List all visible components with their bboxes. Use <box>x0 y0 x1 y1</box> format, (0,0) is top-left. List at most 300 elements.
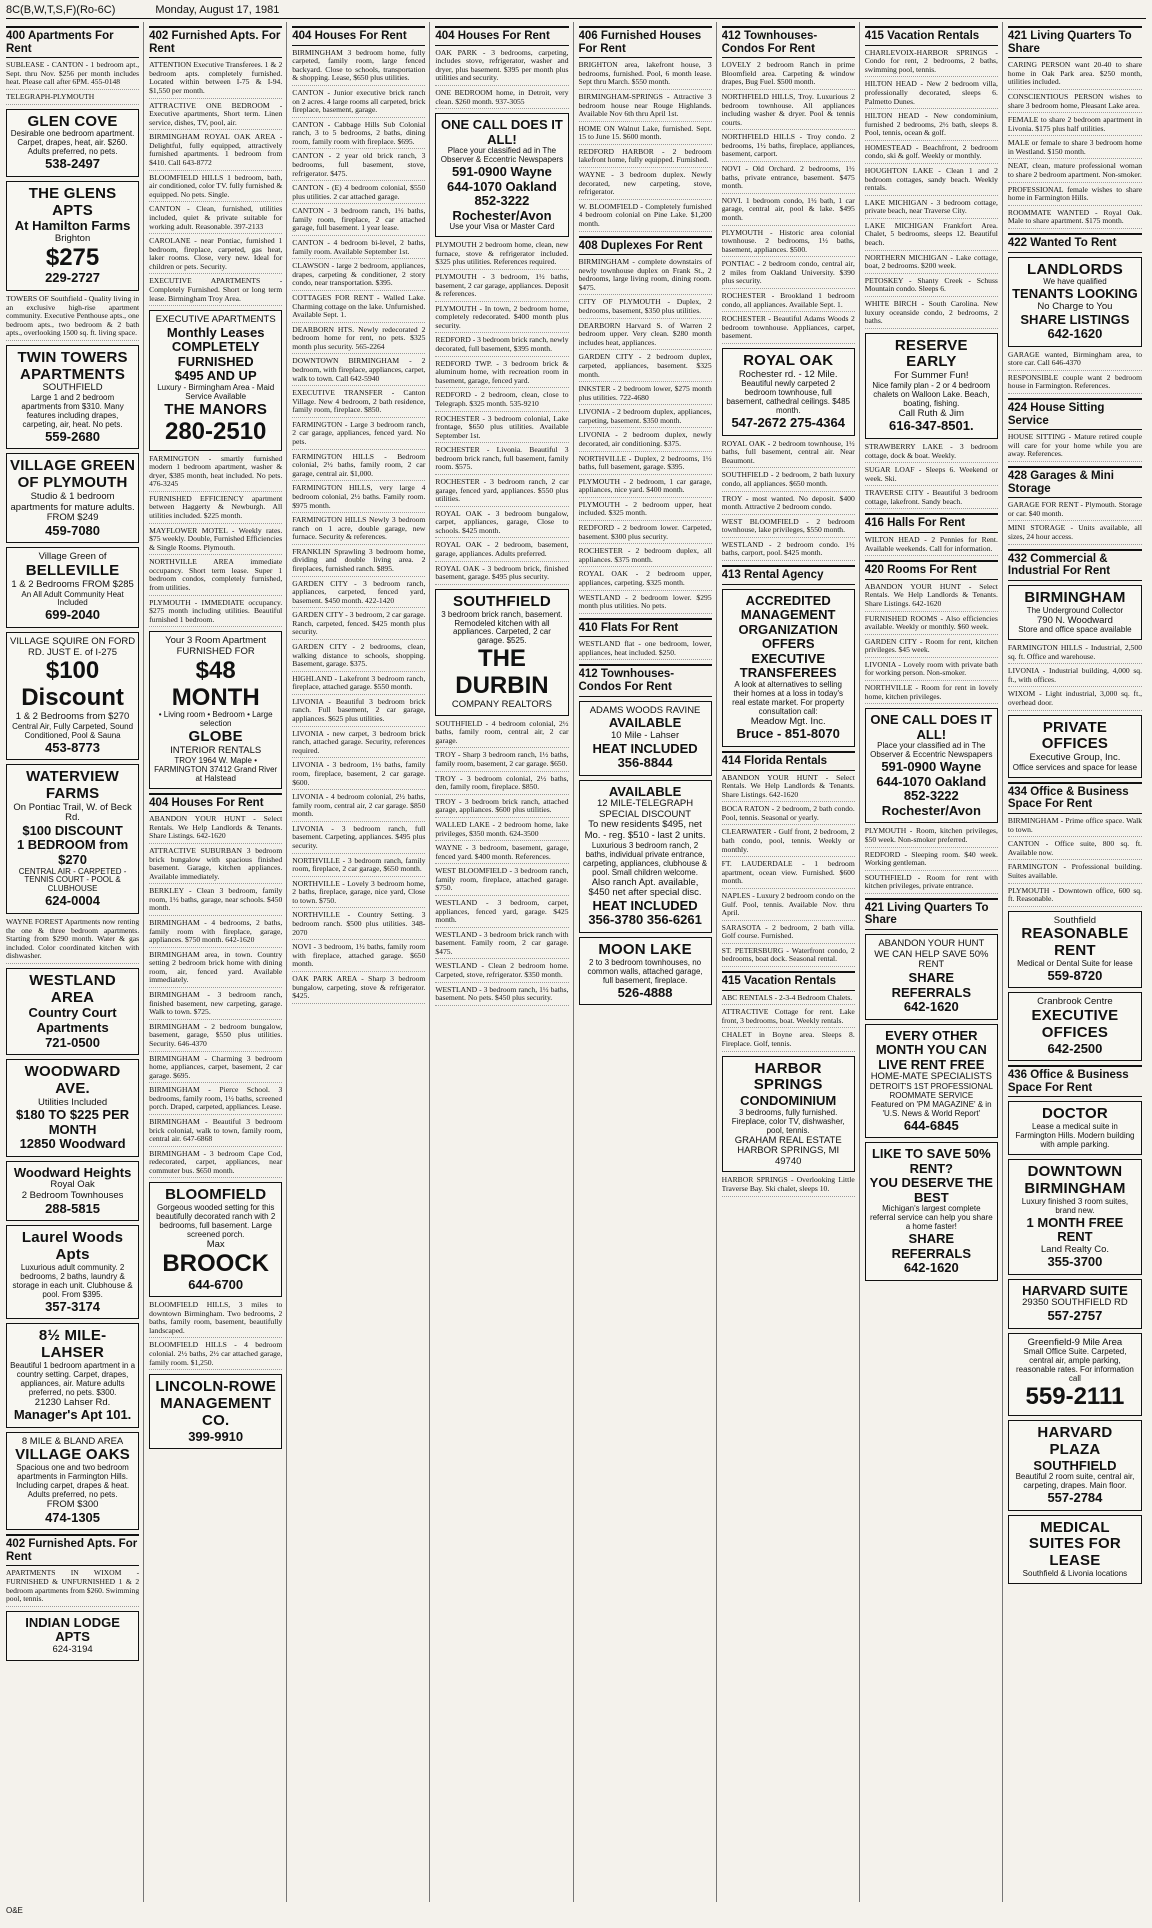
classified-ad: ROYAL OAK - 2 bedroom, basement, garage, appliances. Adults preferred. <box>435 541 568 561</box>
classified-ad: ROOMMATE WANTED - Royal Oak. Male to share apartment. $175 month. <box>1008 209 1142 229</box>
ad-column-2 <box>149 22 287 1902</box>
classified-ad: PLYMOUTH - 2 bedroom, 1 car garage, appliances, nice yard. $400 month. <box>579 478 712 498</box>
classified-ad: RESPONSIBLE couple want 2 bedroom house in Farmington. References. <box>1008 374 1142 394</box>
classified-ad: WAYNE FOREST Apartments now renting the one & three bedroom apartments. Starting from $290 month. Water & gas included. Color coordinated kitchen with dishwasher. <box>6 918 139 964</box>
display-ad-line: Gorgeous wooded setting for this beautifully decorated ranch with 2 bedrooms, full basement. Large screened porch. <box>156 1203 276 1240</box>
section-heading: 412 Townhouses-Condos For Rent <box>722 26 855 58</box>
display-ad <box>1008 911 1142 989</box>
display-ad-line: 355-3700 <box>1047 1254 1103 1270</box>
display-ad-line: 474-1305 <box>45 1509 101 1525</box>
display-ad-line: 356-8844 <box>617 755 673 771</box>
classified-ad: CANTON - Cabbage Hills Sub Colonial ranch, 3 to 5 bedrooms, 2 baths, dining room, family room with fireplace. $695. <box>292 121 425 150</box>
classified-ad: NORTHVILLE - Lovely 3 bedroom home, 2 baths, fireplace, garage, nice yard, Close to town. $750. <box>292 880 425 909</box>
section-heading: 412 Townhouses-Condos For Rent <box>579 664 712 696</box>
display-ad-line: 288-5815 <box>45 1200 101 1216</box>
display-ad <box>865 708 998 823</box>
page-footer: O&E <box>6 1906 23 1915</box>
display-ad-line: SOUTHFIELD <box>1033 1457 1117 1473</box>
display-ad <box>1008 1420 1142 1511</box>
display-ad-line: 642-2500 <box>1047 1040 1103 1056</box>
classified-ad: ROCHESTER - Livonia. Beautiful 3 bedroom brick ranch, full basement, family room. $575. <box>435 446 568 475</box>
display-ad-line: The Underground Collector <box>1026 605 1124 615</box>
display-ad <box>6 632 139 760</box>
display-ad-line: 547-2672 275-4364 <box>731 415 845 431</box>
display-ad-line: Featured on 'PM MAGAZINE' & in 'U.S. News & World Report' <box>871 1099 992 1118</box>
classified-ad: W. BLOOMFIELD - Completely furnished 4 bedroom colonial on Pine Lake. $1,200 month. <box>579 203 712 232</box>
classified-ad: GARDEN CITY - 3 bedroom, 2 car garage. Ranch, carpeted, fenced. $425 month plus security. <box>292 611 425 640</box>
display-ad <box>1008 257 1142 347</box>
classified-ad: MINI STORAGE - Units available, all sizes, 24 hour access. <box>1008 524 1142 544</box>
display-ad <box>435 589 568 716</box>
display-ad-line: 624-0004 <box>45 893 101 909</box>
classified-ad: GARDEN CITY - 3 bedroom ranch, appliances, carpeted, fenced yard, basement. $450 month. 422-1420 <box>292 580 425 609</box>
display-ad-line: COMPANY REALTORS <box>451 699 552 711</box>
classified-ad: LIVONIA - 3 bedroom ranch, full basement. Carpeting, appliances. $495 plus security. <box>292 825 425 854</box>
display-ad-line: GRAHAM REAL ESTATE HARBOR SPRINGS, MI 49740 <box>734 1134 842 1167</box>
display-ad-line: EXECUTIVE OFFICES <box>1031 1007 1119 1041</box>
display-ad-line: WOODWARD AVE. <box>24 1063 121 1097</box>
display-ad-line: 453-8773 <box>45 739 101 755</box>
classified-ad: CLEARWATER - Gulf front, 2 bedroom, 2 bath condo, pool, tennis. Weekly or monthly. <box>722 828 855 857</box>
classified-ad: SOUTHFIELD - 4 bedroom colonial, 2½ baths, family room, central air, 2 car garage. <box>435 720 568 749</box>
classified-ad: FARMINGTON - smartly furnished modern 1 bedroom apartment, washer & dryer, $385 month, heat included. No pets. 476-3245 <box>149 455 282 492</box>
classified-ad: BIRMINGHAM - Pierce School. 3 bedrooms, family room, 1½ baths, screened porch. Draped, carpeted, appliances. Lease. <box>149 1086 282 1115</box>
classified-ad: GARDEN CITY - 2 bedroom duplex, carpeted, appliances, basement. $325 month. <box>579 353 712 382</box>
ad-column-4 <box>435 22 573 1902</box>
display-ad-line: 526-4888 <box>617 984 673 1000</box>
classified-ad: TOWERS OF Southfield - Quality living in an exclusive high-rise apartment community. Executive Penthouse apts., one bedroom apts., two bedroom & 2 bath apts., overlooking 1500 sq. ft. living space. <box>6 295 139 341</box>
display-ad-line: 3 bedrooms, fully furnished. Fireplace, color TV, dishwasher, pool, tennis. <box>731 1107 845 1135</box>
classified-ad: ATTENTION Executive Transferees. 1 & 2 bedroom apts. completely furnished. Located within between I-75 & I-94. $1,550 per month. <box>149 61 282 98</box>
display-ad-line: Country Court Apartments <box>28 1005 117 1035</box>
display-ad-line: ABANDON YOUR HUNT <box>878 938 985 950</box>
classified-ad: HOUSE SITTING - Mature retired couple will care for your home while you are away. References. <box>1008 433 1142 462</box>
classified-ad: NEAT, clean, mature professional woman to share 2 bedroom apartment. Non-smoker. <box>1008 162 1142 182</box>
classified-ad: SOUTHFIELD - 2 bedroom, 2 bath luxury condo, all appliances. $650 month. <box>722 471 855 491</box>
display-ad <box>579 780 712 933</box>
classified-ad: LIVONIA - 2 bedroom duplex, newly decorated, air conditioning. $375. <box>579 431 712 451</box>
display-ad <box>1008 992 1142 1061</box>
section-heading: 404 Houses For Rent <box>435 26 568 46</box>
classified-ad: HOMESTEAD - Beachfront, 2 bedroom condo, ski & golf. Weekly or monthly. <box>865 144 998 164</box>
display-ad-line: Place your classified ad in The Observer & Eccentric Newspapers <box>870 741 993 760</box>
classified-ad: ATTRACTIVE SUBURBAN 3 bedroom brick bungalow with spacious finished basement. Garage, kitchen appliances. Available immediately. <box>149 847 282 884</box>
display-ad-line: VILLAGE GREEN OF PLYMOUTH <box>10 457 136 492</box>
classified-ad: PLYMOUTH - Room, kitchen privileges, $50 week. Non-smoker preferred. <box>865 827 998 847</box>
display-ad-line: Luxury finished 3 room suites, brand new. <box>1021 1196 1129 1215</box>
classified-ad: CANTON - (E) 4 bedroom colonial, $550 plus utilities. 2 car attached garage. <box>292 184 425 204</box>
display-ad-line: THE GLENS APTS <box>28 184 117 219</box>
section-heading: 434 Office & Business Space For Rent <box>1008 782 1142 814</box>
display-ad-line: $180 TO $225 PER MONTH <box>15 1107 130 1137</box>
classified-ad: LIVONIA - Lovely room with private bath for working person. Non-smoker. <box>865 661 998 681</box>
display-ad <box>1008 715 1142 778</box>
display-ad-line: HARVARD SUITE <box>1022 1282 1128 1298</box>
classified-ad: GARAGE FOR RENT - Plymouth. Storage or car. $40 month. <box>1008 501 1142 521</box>
display-ad-line: Large 1 and 2 bedroom apartments from $310. Many features including drapes, carpeting, air, heat. No pets. <box>21 393 124 429</box>
display-ad-line: Executive Group, Inc. <box>1029 752 1121 764</box>
display-ad-line: To new residents $495, net Mo. - reg. $510 - last 2 units. <box>584 819 706 842</box>
classified-ad: GARDEN CITY - 2 bedrooms, clean, walking distance to schools, shopping. Basement, garage. $375. <box>292 643 425 672</box>
display-ad <box>6 345 139 450</box>
classified-ad: OAK PARK - 3 bedrooms, carpeting, includes stove, refrigerator, washer and dryer, plus basement. $395 per month plus utilities and security. <box>435 49 568 86</box>
display-ad-line: Luxury - Birmingham Area - Maid Service Available <box>157 382 275 401</box>
classified-ad: PLYMOUTH - IMMEDIATE occupancy. $275 month including utilities. Beautiful furnished 1 bedroom. <box>149 599 282 628</box>
classified-ad: WESTLAND - 2 bedroom condo. 1½ baths, carport, pool. $425 month. <box>722 541 855 561</box>
classified-ad: REDFORD - 3 bedroom brick ranch, newly decorated, full basement, $395 month. <box>435 336 568 356</box>
display-ad-line: SHARE REFERRALS <box>891 1231 972 1261</box>
classified-ad: WESTLAND - 3 bedroom ranch, 1½ baths, basement. No pets. $450 plus security. <box>435 986 568 1006</box>
classified-ad: HOME ON Walnut Lake, furnished. Sept. 15 to June 15. $600 month. <box>579 125 712 145</box>
display-ad <box>722 589 855 747</box>
classified-ad: ATTRACTIVE ONE BEDROOM - Executive apartments, Short term. Linen service, dishes, TV, pool, air. <box>149 102 282 131</box>
section-code: 8C(B,W,T,S,F)(Ro-6C) <box>6 4 116 16</box>
classified-ad: REDFORD TWP. - 3 bedroom brick & aluminum home, with recreation room in basement, garage, fenced yard. <box>435 360 568 389</box>
classified-ad: DEARBORN HTS. Newly redecorated 2 bedroom home for rent, no pets. $325 month plus security. 565-2264 <box>292 326 425 355</box>
display-ad <box>149 631 282 788</box>
classified-ad: DOWNTOWN BIRMINGHAM - 2 bedroom, with fireplace, appliances, carpet, walk to town. Call 642-5940 <box>292 357 425 386</box>
display-ad-line: Rochester rd. - 12 Mile. <box>738 368 838 380</box>
classified-ad: FURNISHED EFFICIENCY apartment between Haggerty & Newburgh. All utilities included. $225 month. <box>149 495 282 524</box>
classified-ad: TROY - 3 bedroom colonial, 2½ baths, den, family room, fireplace. $850. <box>435 775 568 795</box>
display-ad-line: 616-347-8501. <box>889 418 974 434</box>
classified-ad: CITY OF PLYMOUTH - Duplex, 2 bedrooms, basement, $350 plus utilities. <box>579 298 712 318</box>
display-ad-line: AVAILABLE <box>608 715 682 731</box>
classified-ad: PETOSKEY - Shanty Creek - Schuss Mountain condo. Sleeps 6. <box>865 277 998 297</box>
display-ad-line: FROM $300 <box>46 1499 99 1511</box>
display-ad-line: 644-6700 <box>188 1276 244 1292</box>
classified-ad: ROYAL OAK - 3 bedroom bungalow, carpet, appliances, garage, Close to schools. $425 month. <box>435 510 568 539</box>
display-ad-line: 644-1070 Oakland <box>447 178 557 194</box>
display-ad <box>6 1323 139 1428</box>
display-ad-line: TWIN TOWERS APARTMENTS <box>17 348 128 383</box>
classified-ad: ABC RENTALS - 2-3-4 Bedroom Chalets. <box>722 994 855 1006</box>
display-ad-line: Utilities Included <box>37 1096 108 1108</box>
section-heading: 414 Florida Rentals <box>722 751 855 771</box>
display-ad-line: Store and office space available <box>1018 625 1132 635</box>
display-ad-line: Lease a medical suite in Farmington Hills. Modern building with ample parking. <box>1015 1122 1135 1150</box>
display-ad <box>1008 1333 1142 1416</box>
display-ad <box>865 1142 998 1281</box>
display-ad <box>6 1161 139 1221</box>
classified-ad: ROCHESTER - 3 bedroom colonial, Lake frontage, $650 plus utilities. Available September 1st. <box>435 415 568 444</box>
display-ad <box>6 1432 139 1530</box>
display-ad-line: INTERIOR RENTALS <box>170 745 262 757</box>
classified-ad: EXECUTIVE APARTMENTS - Completely Furnished. Short or long term lease. Birmingham Troy Area. <box>149 277 282 306</box>
display-ad-line: Michigan's largest complete referral service can help you share a home faster! <box>869 1204 993 1232</box>
display-ad-line: BLOOMFIELD <box>165 1186 267 1204</box>
classified-ad: PLYMOUTH - In town, 2 bedroom home, completely redecorated. $400 month plus security. <box>435 305 568 334</box>
classified-ad: FEMALE to share 2 bedroom apartment in Livonia. $175 plus half utilities. <box>1008 116 1142 136</box>
classified-ad: HARBOR SPRINGS - Overlooking Little Traverse Bay. Ski chalet, sleeps 10. <box>722 1176 855 1196</box>
display-ad-line: 559-2111 <box>1025 1383 1125 1411</box>
classified-ad: WALLED LAKE - 2 bedroom home, lake privileges, $350 month. 624-3500 <box>435 821 568 841</box>
display-ad <box>6 453 139 543</box>
display-ad-line: 557-2784 <box>1047 1489 1103 1505</box>
display-ad-line: A look at alternatives to selling their homes at a loss in today's real estate market. For property consultation call: <box>732 679 845 716</box>
display-ad-line: Desirable one bedroom apartment. Carpet, drapes, heat, air. $260. Adults preferred, no pets. <box>10 129 135 157</box>
classified-ad: PLYMOUTH - 2 bedroom upper, heat included. $325 month. <box>579 501 712 521</box>
classified-ad: BERKLEY - Clean 3 bedroom, family room, 1½ baths, garage, near schools. $450 month. <box>149 887 282 916</box>
classified-ad: WILTON HEAD - 2 Pennies for Rent. Available weekends. Call for information. <box>865 536 998 556</box>
display-ad-line: THE MANORS <box>164 400 268 418</box>
classified-ad: NOVI. 1 bedroom condo, 1½ bath, 1 car garage, central air, pool & lake. $495 month. <box>722 197 855 226</box>
display-ad-line: At Hamilton Farms <box>14 218 131 234</box>
classified-ad: WESTLAND - 2 bedroom lower. $295 month plus utilities. No pets. <box>579 594 712 614</box>
display-ad-line: THE <box>477 645 526 673</box>
display-ad-line: EVERY OTHER MONTH YOU CAN LIVE RENT FREE <box>875 1027 987 1072</box>
classified-ad: APARTMENTS IN WIXOM - FURNISHED & UNFURNISHED 1 & 2 bedroom apartments from $260. Swimming pool, tennis. <box>6 1569 139 1606</box>
display-ad-line: ADAMS WOODS RAVINE <box>589 704 701 716</box>
classified-ad: WESTLAND - Clean 2 bedroom home. Carpeted, stove, refrigerator. $350 month. <box>435 962 568 982</box>
classified-ad: BIRMINGHAM 3 bedroom home, fully carpeted, family room, large fenced backyard. Close to schools, transportation & shopping. Lease, $650 plus utilities. <box>292 49 425 86</box>
classified-ad: TRAVERSE CITY - Beautiful 3 bedroom cottage, lakefront. Sandy beach. <box>865 489 998 509</box>
display-ad-line: We have qualified <box>1043 277 1107 287</box>
display-ad-line: Laurel Woods Apts <box>21 1229 124 1264</box>
display-ad-line: Office services and space for lease <box>1012 762 1138 772</box>
classified-ad: ABANDON YOUR HUNT - Select Rentals. We Help Landlords & Tenants. Share Listings. 642-1620 <box>722 774 855 803</box>
classified-ad: COTTAGES FOR RENT - Walled Lake. Charming cottage on the lake. Unfurnished. Available Sept. 1. <box>292 294 425 323</box>
display-ad-line: CENTRAL AIR - CARPETED - TENNIS COURT - POOL & CLUBHOUSE <box>18 866 127 894</box>
section-heading: 428 Garages & Mini Storage <box>1008 466 1142 498</box>
display-ad-line: Southfield <box>1053 914 1097 926</box>
classified-ad: FARMINGTON HILLS - Bedroom colonial, 2½ baths, family room, 2 car garage, central air. $1,000. <box>292 453 425 482</box>
section-heading: 402 Furnished Apts. For Rent <box>149 26 282 58</box>
display-ad-line: 642-1620 <box>903 1260 959 1276</box>
display-ad-line: Medical or Dental Suite for lease <box>1017 958 1133 968</box>
classified-ad: ABANDON YOUR HUNT - Select Rentals. We Help Landlords & Tenants. Share Listings. 642-1620 <box>149 815 282 844</box>
display-ad <box>865 1024 998 1139</box>
classified-ad: WAYNE - 3 bedroom duplex. Newly decorated, new carpeting, stove, refrigerator. <box>579 171 712 200</box>
display-ad-line: SOUTHFIELD <box>453 592 551 610</box>
classified-ad: LIVONIA - 3 bedroom, 1½ baths, family room, fireplace, basement, 2 car garage. $600. <box>292 761 425 790</box>
display-ad-line: 8½ MILE-LAHSER <box>38 1327 107 1362</box>
classified-ad: HILTON HEAD - New 2 bedroom villa, professionally decorated, sleeps 6. Palmetto Dunes. <box>865 80 998 109</box>
classified-ad: WAYNE - 3 bedroom, basement, garage, fenced yard. $400 month. References. <box>435 844 568 864</box>
display-ad-line: HARVARD PLAZA <box>1037 1423 1113 1458</box>
display-ad-line: Your 3 Room Apartment FURNISHED FOR <box>165 635 267 657</box>
classified-ad: NORTHERN MICHIGAN - Lake cottage, boat, 2 bedrooms. $200 week. <box>865 254 998 274</box>
classified-ad: NORTHVILLE - Country Setting. 3 bedroom ranch. $500 plus utilities. 348-2070 <box>292 911 425 940</box>
display-ad-line: HEAT INCLUDED <box>592 740 698 756</box>
display-ad-line: TROY 1964 W. Maple • FARMINGTON 37412 Grand River at Halstead <box>154 755 278 783</box>
display-ad-line: Nice family plan - 2 or 4 bedroom chalets on Walloon Lake. Beach, boating, fishing. <box>872 380 991 408</box>
classified-ad: NORTHFIELD HILLS - Troy condo. 2 bedrooms, 1½ baths, fireplace, appliances, basement, carport. <box>722 133 855 162</box>
display-ad-line: 591-0900 Wayne <box>451 164 552 180</box>
classified-ad: BIRMINGHAM-SPRINGS - Attractive 3 bedroom house near Rouge Highlands. Available Nov 6th thru April 1st. <box>579 93 712 122</box>
display-ad-line: DOWNTOWN BIRMINGHAM <box>1024 1163 1126 1197</box>
display-ad-line: • Living room • Bedroom • Large selection <box>158 710 273 729</box>
classified-ad: WEST BLOOMFIELD - 3 bedroom ranch, family room, fireplace, attached garage. $750. <box>435 867 568 896</box>
display-ad-line: Luxurious adult community. 2 bedrooms, 2 baths, laundry & storage in each unit. Clubhouse & pool. From $395. <box>12 1262 133 1299</box>
classified-ad: LIVONIA - 4 bedroom colonial, 2½ baths, family room, central air, 2 car garage. $850 month. <box>292 793 425 822</box>
section-heading: 436 Office & Business Space For Rent <box>1008 1065 1142 1097</box>
display-ad-line: ACCREDITED MANAGEMENT ORGANIZATION OFFERS EXECUTIVE TRANSFEREES <box>738 592 838 681</box>
classified-ad: BIRMINGHAM - Prime office space. Walk to town. <box>1008 817 1142 837</box>
display-ad-line: WE CAN HELP SAVE 50% RENT <box>874 948 989 971</box>
display-ad-line: 644-6845 <box>903 1117 959 1133</box>
display-ad-line: BIRMINGHAM <box>1024 588 1126 606</box>
display-ad <box>6 547 139 628</box>
classified-ad: BLOOMFIELD HILLS, 3 miles to downtown Birmingham. Two bedrooms, 2 baths, family room, basement, beautifully landscaped. <box>149 1301 282 1338</box>
classified-ad: OAK PARK AREA - Sharp 3 bedroom bungalow, carpeting, stove & refrigerator. $425. <box>292 975 425 1004</box>
section-heading: 421 Living Quarters To Share <box>1008 26 1142 58</box>
classified-ad: NAPLES - Luxury 2 bedroom condo on the Gulf. Pool, tennis. Available Nov. thru April. <box>722 892 855 921</box>
classified-ad: BIRMINGHAM - complete downstairs of newly townhouse duplex on Frank St., 2 bedrooms, large living room, dining room. $475. <box>579 258 712 295</box>
classified-ad: TROY - Sharp 3 bedroom ranch, 1½ baths, family room, basement, 2 car garage. $650. <box>435 751 568 771</box>
display-ad <box>6 181 139 291</box>
display-ad-line: 357-3174 <box>45 1298 101 1314</box>
issue-date: Monday, August 17, 1981 <box>155 4 280 16</box>
display-ad-line: DETROIT'S 1ST PROFESSIONAL ROOMMATE SERVICE <box>869 1081 993 1100</box>
display-ad <box>6 1059 139 1157</box>
classified-ad: SUGAR LOAF - Sleeps 6. Weekend or week. Ski. <box>865 466 998 486</box>
classified-ad: HOUGHTON LAKE - Clean 1 and 2 bedroom cottages, sandy beach. Weekly rentals. <box>865 167 998 196</box>
classified-ad: NORTHVILLE - Room for rent in lovely home, kitchen privileges. <box>865 684 998 704</box>
display-ad-line: 280-2510 <box>164 417 267 445</box>
classified-ad: CHALET in Boyne area. Sleeps 8. Fireplace. Golf, tennis. <box>722 1031 855 1051</box>
classified-ad: SUBLEASE - CANTON - 1 bedroom apt., Sept. thru Nov. $256 per month includes heat. Please call after 6PM. 455-0148 <box>6 61 139 90</box>
display-ad-line: DOCTOR <box>1041 1105 1108 1123</box>
classified-ad: ROCHESTER - 2 bedroom duplex, all appliances. $375 month. <box>579 547 712 567</box>
classified-ad: PROFESSIONAL female wishes to share home in Farmington Hills. <box>1008 186 1142 206</box>
classified-ad: FURNISHED ROOMS - Also efficiencies available. Weekly or monthly. $60 week. <box>865 615 998 635</box>
display-ad-line: 721-0500 <box>45 1034 101 1050</box>
display-ad-line: Bruce - 851-8070 <box>736 726 840 742</box>
display-ad-line: 642-1620 <box>903 999 959 1015</box>
classified-ad: CANTON - 3 bedroom ranch, 1½ baths, family room, fireplace, 2 car attached garage, full basement. 1 year lease. <box>292 207 425 236</box>
classified-ad: BOCA RATON - 2 bedroom, 2 bath condo. Pool, tennis. Seasonal or yearly. <box>722 805 855 825</box>
display-ad-line: CONDOMINIUM <box>740 1093 837 1109</box>
display-ad-line: Max <box>206 1239 225 1251</box>
section-heading: 402 Furnished Apts. For Rent <box>6 1534 139 1566</box>
classified-ad: MAYFLOWER MOTEL - Weekly rates. $75 weekly. Double, Furnished Efficiencies & Single Rooms. Plymouth. <box>149 527 282 556</box>
classified-ad: BIRMINGHAM - 2 bedroom bungalow, basement, garage, $550 plus utilities. Security. 646-4370 <box>149 1023 282 1052</box>
display-ad <box>6 109 139 177</box>
classified-ad: BLOOMFIELD HILLS - 4 bedroom colonial. 2½ baths, 2½ car attached garage, family room. $1,250. <box>149 1341 282 1370</box>
display-ad-line: 538-2497 <box>45 156 101 172</box>
display-ad-line: SHARE LISTINGS <box>1020 311 1130 327</box>
display-ad <box>6 968 139 1055</box>
section-heading: 424 House Sitting Service <box>1008 398 1142 430</box>
classified-ad: WEST BLOOMFIELD - 2 bedroom townhouse, lake privileges, $550 month. <box>722 518 855 538</box>
classified-ad: GARDEN CITY - Room for rent, kitchen privileges. $45 week. <box>865 638 998 658</box>
ad-column-8 <box>1008 22 1146 1902</box>
display-ad-line: EXECUTIVE APARTMENTS <box>155 314 276 326</box>
display-ad-line: SOUTHFIELD <box>42 382 103 394</box>
classified-ad: BIRMINGHAM - Beautiful 3 bedroom brick colonial, walk to town, family room, central air. 647-6868 <box>149 1118 282 1147</box>
display-ad-line: 12 MILE-TELEGRAPH SPECIAL DISCOUNT <box>597 798 694 820</box>
classified-ad: BIRMINGHAM - Charming 3 bedroom home, appliances, carpet, basement, 2 car garage. $695. <box>149 1055 282 1084</box>
display-ad-line: 852-3222 Rochester/Avon <box>881 788 981 818</box>
display-ad <box>149 1182 282 1297</box>
display-ad-line: YOU DESERVE THE BEST <box>869 1175 993 1205</box>
display-ad-line: 12850 Woodward <box>19 1136 126 1152</box>
section-heading: 410 Flats For Rent <box>579 618 712 638</box>
classified-ad: CANTON - Clean, furnished, utilities included, quiet & private suitable for working adult. Reasonable. 397-2133 <box>149 205 282 234</box>
display-ad-line: 1 & 2 Bedrooms FROM $285 <box>11 578 134 590</box>
classified-ad: GARAGE wanted, Birmingham area, to store car. Call 646-4370 <box>1008 351 1142 371</box>
section-heading: 400 Apartments For Rent <box>6 26 139 58</box>
display-ad-line: 21230 Lahser Rd. <box>34 1396 111 1408</box>
section-heading: 413 Rental Agency <box>722 565 855 585</box>
section-heading: 415 Vacation Rentals <box>722 971 855 991</box>
classified-ad: ONE BEDROOM home, in Detroit, very clean. $260 month. 937-3055 <box>435 89 568 109</box>
classified-ad: WESTLAND - 3 bedroom brick ranch with basement. Family room, 2 car garage. $475. <box>435 931 568 960</box>
display-ad <box>6 1611 139 1661</box>
classified-ad: CLAWSON - large 2 bedroom, appliances, drapes, carpeting & conditioner, 2 story condo, near transportation. $395. <box>292 262 425 291</box>
classified-ad: BRIGHTON area, lakefront house, 3 bedrooms, furnished. Pool, 6 month lease. Sept thru March. $550 month. <box>579 61 712 90</box>
classified-ad: LAKE MICHIGAN Frankfort Area. Chalet, 5 bedrooms, sleeps 12. Beautiful beach. <box>865 222 998 251</box>
ad-column-1 <box>6 22 144 1902</box>
display-ad-line: VILLAGE OAKS <box>15 1446 131 1464</box>
display-ad-line: For Summer Fun! <box>894 370 969 382</box>
classified-ad: WESTLAND flat - one bedroom, lower, appliances, heat included. $250. <box>579 640 712 660</box>
display-ad-line: Monthly Leases COMPLETELY FURNISHED <box>166 324 265 369</box>
classified-ad: NOVI - Old Orchard. 2 bedrooms, 1½ baths, private entrance, basement. $475 month. <box>722 165 855 194</box>
display-ad-line: 29350 SOUTHFIELD RD <box>1022 1297 1128 1309</box>
display-ad-line: INDIAN LODGE APTS <box>25 1614 120 1645</box>
classified-ad: ST. PETERSBURG - Waterfront condo, 2 bedrooms, boat dock. Seasonal rental. <box>722 947 855 967</box>
classified-ad: ROCHESTER - 3 bedroom ranch, 2 car garage, fenced yard, appliances. $550 plus utilities. <box>435 478 568 507</box>
section-heading: 432 Commercial & Industrial For Rent <box>1008 549 1142 581</box>
classified-ad: ATTRACTIVE Cottage for rent. Lake front, 3 bedrooms, boat. Weekly rentals. <box>722 1008 855 1028</box>
display-ad-line: 642-1620 <box>1047 326 1103 342</box>
display-ad-line: Luxurious 3 bedroom ranch, 2 baths, individual private entrance, carpeting, appliances, clubhouse & pool. Small children welcome. <box>583 840 708 877</box>
display-ad <box>722 348 855 436</box>
classified-ad: TROY - most wanted. No deposit. $400 month. Attractive 2 bedroom condo. <box>722 495 855 515</box>
display-ad-line: HARBOR SPRINGS <box>753 1059 823 1094</box>
display-ad-line: HEAT INCLUDED <box>592 897 698 913</box>
classified-ad: REDFORD - 2 bedroom, clean, close to Telegraph. $325 month. 535-9210 <box>435 391 568 411</box>
classified-ad: FARMINGTON HILLS Newly 3 bedroom ranch on 1 acre, double garage, new furnace. Security & references. <box>292 516 425 545</box>
display-ad-line: RESERVE EARLY <box>894 336 968 371</box>
classified-ad: LAKE MICHIGAN - 3 bedroom cottage, private beach, near Traverse City. <box>865 199 998 219</box>
classified-ad: BLOOMFIELD HILLS 1 bedroom, bath, air conditioned, color TV. fully furnished & equipped. No pets. Single. <box>149 174 282 203</box>
display-ad-line: Manager's Apt 101. <box>13 1407 132 1423</box>
display-ad-line: Land Realty Co. <box>1040 1243 1109 1255</box>
classified-ad: WESTLAND - 3 bedroom, carpet, appliances, fenced yard, garage. $425 month. <box>435 899 568 928</box>
display-ad-line: Meadow Mgt. Inc. <box>750 715 826 727</box>
classified-ad: ROYAL OAK - 2 bedroom townhouse, 1½ baths, full basement, central air. Near Beaumont. <box>722 440 855 469</box>
display-ad-line: Village Green of <box>38 551 107 563</box>
display-ad-line: Greenfield-9 Mile Area <box>1027 1336 1123 1348</box>
classified-ad: CHARLEVOIX-HARBOR SPRINGS - Condo for rent, 2 bedrooms, 2 baths, swimming pool, tennis. <box>865 49 998 78</box>
display-ad-line: Small Office Suite. Carpeted, central air, ample parking, reasonable rates. For information call <box>1016 1347 1134 1384</box>
classified-ad: BIRMINGHAM - 3 bedroom ranch, finished basement, new carpeting, garage. Walk to town. $725. <box>149 991 282 1020</box>
display-ad-line: $48 MONTH <box>171 656 260 711</box>
display-ad-line: 1 BEDROOM from $270 <box>16 837 129 867</box>
display-ad-line: 3 bedroom brick ranch, basement. Remodeled kitchen with all appliances. Carpeted, 2 car garage. $525. <box>441 609 563 646</box>
display-ad-line: REASONABLE RENT <box>1021 925 1129 960</box>
display-ad-line: $100 DISCOUNT <box>22 822 123 838</box>
display-ad-line: 8 MILE & BLAND AREA <box>21 1435 124 1447</box>
classified-ad: LIVONIA - new carpet, 3 bedroom brick ranch, attached garage. Security, references required. <box>292 730 425 759</box>
display-ad-line: $275 <box>45 243 100 271</box>
display-ad-line: Also ranch Apt. available, $450 net after special disc. <box>588 876 702 899</box>
section-heading: 408 Duplexes For Rent <box>579 236 712 256</box>
classified-ad: HILTON HEAD - New condominium, furnished 2 bedrooms, 2½ bath, sleeps 8. Pool, tennis, ocean & golf. <box>865 112 998 141</box>
classified-ad: REDFORD HARBOR - 2 bedroom lakefront home, fully equipped. Furnished. <box>579 148 712 168</box>
display-ad-line: WATERVIEW FARMS <box>26 768 120 802</box>
classified-ad: NORTHVILLE - 3 bedroom ranch, family room, fireplace, 2 car garage, $650 month. <box>292 857 425 877</box>
classified-ad: NORTHVILLE AREA immediate occupancy. Short term lease. Super 1 bedroom condos, completely furnished, from utilities. <box>149 558 282 595</box>
display-ad-line: VILLAGE SQUIRE ON FORD RD. JUST E. of I-275 <box>10 635 136 658</box>
display-ad-line: On Pontiac Trail, W. of Beck Rd. <box>13 801 132 824</box>
classified-ad: NORTHVILLE - Duplex, 2 bedrooms, 1½ baths, full basement, garage. $395. <box>579 455 712 475</box>
classified-ad: REDFORD - 2 bedroom lower. Carpeted, basement. $300 plus security. <box>579 524 712 544</box>
classified-ad: PLYMOUTH - 3 bedroom, 1½ baths, basement, 2 car garage, appliances. Deposit & references. <box>435 273 568 302</box>
